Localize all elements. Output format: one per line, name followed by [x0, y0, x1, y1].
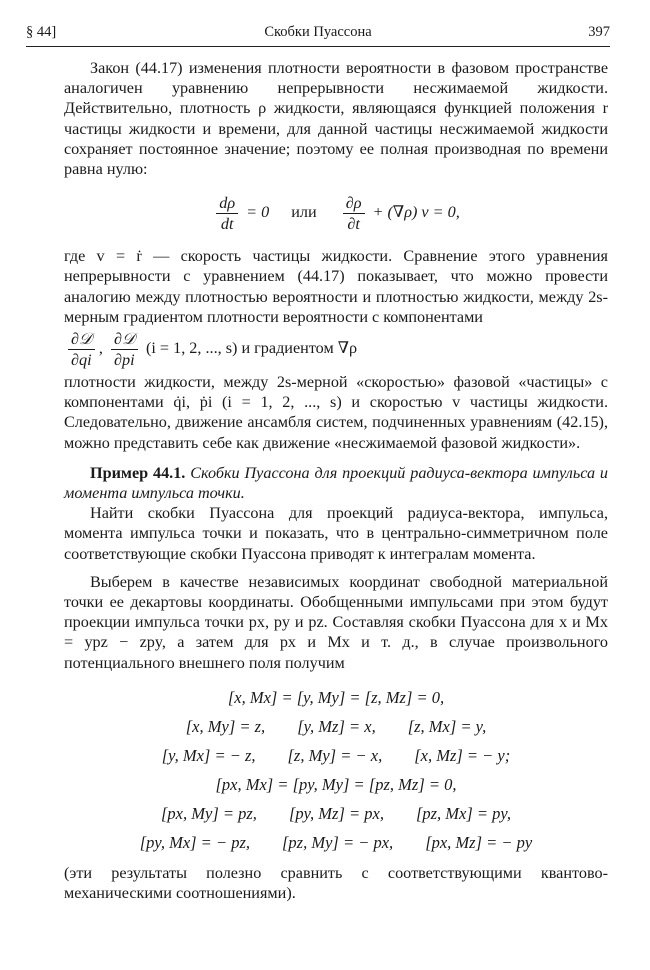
- fraction-denominator: ∂qi: [71, 351, 92, 370]
- fraction-numerator: dρ: [216, 193, 238, 214]
- example-heading: [64, 463, 608, 503]
- equation: [px, My] = pz,: [161, 803, 257, 823]
- running-title: Скобки Пуассона: [264, 24, 372, 40]
- fraction-numerator: ∂𝒟: [111, 329, 138, 350]
- equation-row: [64, 712, 608, 741]
- paragraph-3: Найти скобки Пуассона для проекций радиуса-вектора, импульса, момента импульса точки и показать, что в центрально-симметричном поле соответствующие скобки Пуассона приводят к интегралам момента.: [64, 504, 608, 563]
- fraction-numerator: ∂𝒟: [68, 329, 95, 350]
- example-label: Пример 44.1.: [90, 463, 186, 482]
- paragraph-2-end: плотности жидкости, между 2s-мерной «скоростью» фазовой «частицы» с компонентами q̇i, ṗi (i = 1, 2, ..., s) и скоростью v частицы жидкости. Следовательно, движение ансамбля систем, подчиненных уравнениям (42.15), можно представить себе как движение «несжимаемой фазовой жидкости».: [64, 373, 608, 452]
- page-number: 397: [588, 24, 610, 40]
- fraction-denominator: dt: [220, 215, 234, 234]
- equation-rest: + (∇ρ) v = 0,: [372, 203, 460, 222]
- equation: [pz, My] = − px,: [282, 832, 394, 852]
- equation: [px, Mz] = − py: [425, 832, 533, 852]
- header-rule: [26, 46, 610, 47]
- equation-continuity: [64, 193, 608, 234]
- equation-row: [64, 770, 608, 799]
- equation: [px, Mx] = [py, My] = [pz, Mz] = 0,: [215, 774, 457, 794]
- gradient-tail: (i = 1, 2, ..., s) и градиентом ∇ρ: [145, 339, 358, 358]
- equation-row: [64, 741, 608, 770]
- equation: [py, Mx] = − pz,: [139, 832, 250, 852]
- poisson-brackets-block: [64, 683, 608, 857]
- fraction-partial-derivative: [343, 193, 365, 234]
- equation: [z, My] = − x,: [287, 745, 383, 765]
- paragraph-2-start: где v = ṙ — скорость частицы жидкости. Сравнение этого уравнения непрерывности с уравнением (44.17) показывает, что можно провести аналогию между плотностью вероятности и плотностью жидкости, между 2s-мерным градиентом плотности вероятности с компонентами: [64, 247, 608, 326]
- fraction-total-derivative: [216, 193, 238, 234]
- paragraph-1: Закон (44.17) изменения плотности вероятности в фазовом пространстве аналогичен уравнению непрерывности несжимаемой жидкости. Действительно, плотность ρ жидкости, являющаяся функцией положения r частицы жидкости и времени, для данной частицы несжимаемой жидкости сохраняет постоянное значение; поэтому ее полная производная по времени равна нулю:: [64, 59, 608, 179]
- equation-row: [64, 683, 608, 712]
- equals-zero: = 0: [246, 203, 270, 222]
- equation: [py, Mz] = px,: [288, 803, 384, 823]
- equation: [pz, Mx] = py,: [415, 803, 511, 823]
- fraction-d-dp: [111, 329, 138, 370]
- word-or: или: [291, 203, 317, 222]
- fraction-numerator: ∂ρ: [343, 193, 365, 214]
- equation-row: [64, 799, 608, 828]
- fraction-denominator: ∂t: [347, 215, 360, 234]
- equation: [x, My] = z,: [185, 716, 266, 736]
- equation: [y, Mz] = x,: [297, 716, 376, 736]
- equation: [x, Mx] = [y, My] = [z, Mz] = 0,: [227, 687, 445, 707]
- example-title: Скобки Пуассона для проекций радиуса-вектора импульса и момента импульса точки.: [64, 463, 609, 503]
- equation: [x, Mz] = − y;: [414, 745, 511, 765]
- gradient-components-line: $\frac{\text{∂𝒟}}{\partial qi}$ , $\frac{\text{∂𝒟}}{\partial pi}$ (i = 1, 2, ..., s) и градиентом ∇ρ: [64, 329, 608, 370]
- fraction-d-dq: [68, 329, 95, 370]
- equation: [y, Mx] = − z,: [161, 745, 256, 765]
- paragraph-5: (эти результаты полезно сравнить с соответствующими квантово-механическими соотношениями).: [64, 863, 608, 903]
- fraction-denominator: ∂pi: [114, 351, 135, 370]
- equation-row: [64, 828, 608, 857]
- paragraph-4: Выберем в качестве независимых координат свободной материальной точки ее декартовы координаты. Обобщенными импульсами при этом будут проекции импульса точки px, py и pz. Составляя скобки Пуассона для x и Mx = ypz − zpy, а затем для px и Mx и т. д., в случае произвольного потенциального внешнего поля получим: [64, 572, 608, 672]
- equation: [z, Mx] = y,: [407, 716, 487, 736]
- running-header: [26, 24, 610, 46]
- section-ref: § 44]: [26, 24, 57, 40]
- page-body: [64, 58, 608, 903]
